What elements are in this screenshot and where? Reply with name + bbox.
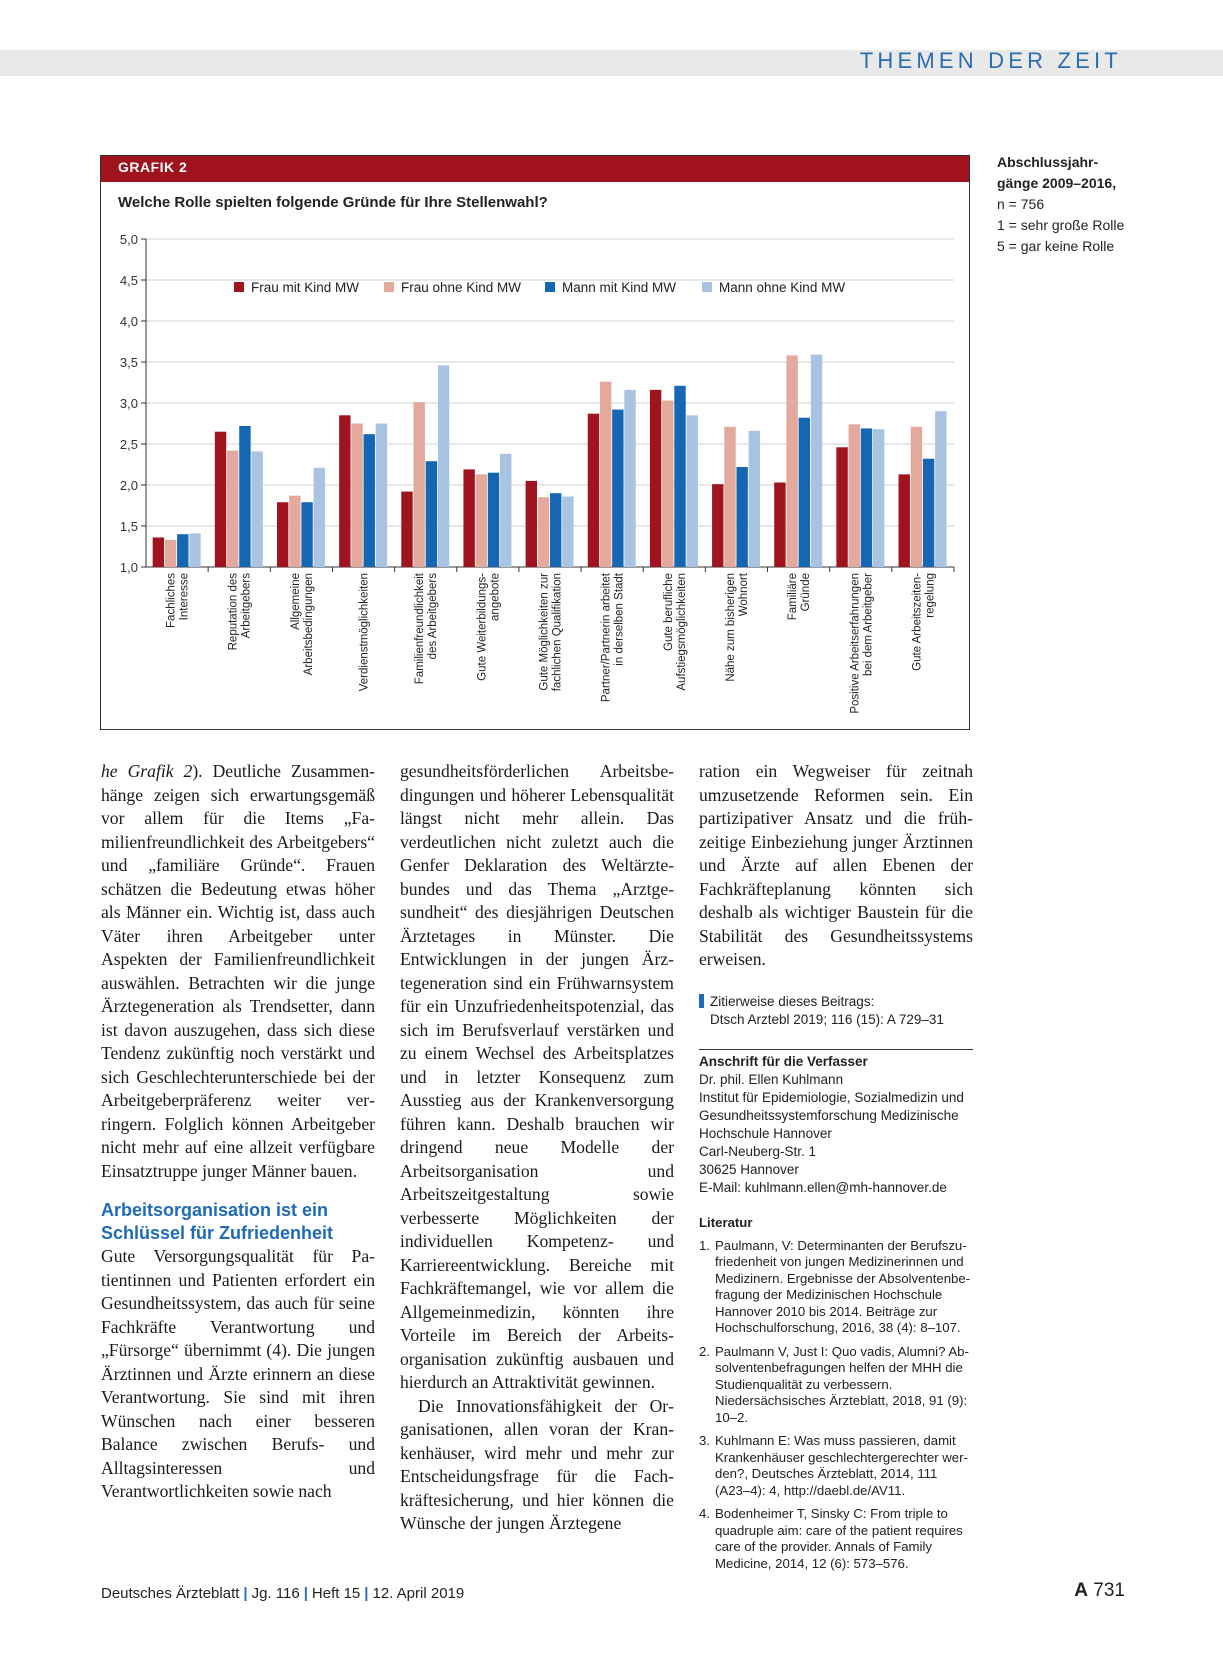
bar — [227, 451, 238, 567]
bar-chart — [100, 182, 966, 728]
section-title: THEMEN DER ZEIT — [859, 48, 1122, 73]
legend-label: Frau mit Kind MW — [251, 280, 360, 295]
legend-label: Frau ohne Kind MW — [401, 280, 522, 295]
bar — [526, 481, 537, 567]
x-category-label — [414, 572, 439, 684]
address-heading: Anschrift für die Verfasser — [699, 1054, 868, 1069]
x-category-label — [539, 573, 564, 691]
figure-label-bar — [101, 156, 969, 182]
x-category-label — [166, 573, 191, 628]
divider — [699, 1049, 973, 1050]
author-address — [699, 1053, 973, 1197]
y-tick-label: 3,0 — [119, 396, 138, 411]
author-institute: Institut für Epidemiologie, Sozialmedizin und Gesundheitssystemforschung Medizinische Hochschule Hannover — [699, 1090, 964, 1141]
legend-swatch — [545, 282, 555, 292]
journal-name: Deutsches Ärzteblatt — [101, 1585, 240, 1602]
subheading: Arbeitsorganisation ist ein Schlüssel für Zufriedenheit — [101, 1200, 334, 1243]
bar — [177, 534, 188, 567]
bar — [500, 454, 511, 567]
legend-swatch — [702, 282, 712, 292]
page-number: A 731 — [1074, 1580, 1125, 1601]
x-category-label-line: Gründe — [800, 573, 813, 612]
bar — [562, 496, 573, 567]
author-name: Dr. phil. Ellen Kuhlmann — [699, 1072, 844, 1087]
x-category-label-line: Nähe zum bisherigen — [724, 573, 737, 682]
citation-marker — [699, 994, 704, 1008]
paragraph: gesundheitsförderlichen Arbeitsbedingungen und höherer Lebensqualität längst nicht mehr allein. Das verdeutlichen nicht zuletzt auch die Genfer Deklaration des Weltärztebundes und das Thema „Arztgesundheit“ des diesjährigen Deutschen Ärztetages in Münster. Die Entwicklungen in der jungen Ärztegeneration sind ein Frühwarnsystem für ein Unzufriedenheitspotenzial, das sich im Berufsverlauf verstärken und zu einem Wechsel des Arbeitsplatzes und in letzter Konsequenz zum Ausstieg aus der Krankenversorgung führen kann. Deshalb brauchen wir dringend neue Modelle der Arbeitsorganisation und Arbeitszeitgestaltung sowie verbesserte Möglichkeiten der individuellen Kompetenz- und Karriereentwicklung. Bereiche mit Fachkräftemangel, wie vor allem die Allgemeinmedizin, könnten ihre Vorteile im Bereich der Arbeitsorganisation zukünftig ausbauen und hierdurch an Attraktivität gewinnen. — [400, 761, 674, 1392]
bar — [413, 402, 424, 567]
x-category-label-line: Gute Arbeitszeiten- — [911, 573, 924, 671]
bar — [289, 496, 300, 567]
scale-note-1: 1 = sehr große Rolle — [997, 217, 1125, 233]
bar — [550, 493, 561, 567]
x-category-label-line: Familiäre — [787, 573, 800, 621]
x-category-label-line: Allgemeine — [289, 573, 302, 630]
bar — [749, 431, 760, 567]
y-tick-label: 1,0 — [119, 560, 138, 575]
reference-item: 2. Paulmann V, Just I: Quo vadis, Alumni? Absolventenbefragungen helfen der MHH die Studienqualität zu verbessern. Niedersächsisches Ärzteblatt, 2018, 91 (9): 10–2. — [699, 1343, 969, 1425]
x-category-label-line: Reputation des — [227, 573, 240, 651]
x-category-label — [476, 573, 501, 681]
bar — [239, 426, 250, 567]
citation-box — [699, 993, 973, 1029]
x-category-label-line: Wohnort — [737, 573, 750, 617]
x-category-label-line: bei dem Arbeitgeber — [862, 573, 875, 676]
text-column-1 — [101, 760, 375, 1504]
x-category-label — [359, 573, 371, 691]
paragraph — [101, 760, 375, 1183]
author-city: 30625 Hannover — [699, 1162, 799, 1177]
text-column-3 — [699, 760, 973, 972]
journal-volume: Jg. 116 — [251, 1585, 300, 1602]
bar — [476, 474, 487, 567]
bar — [215, 432, 226, 567]
bar — [662, 401, 673, 567]
x-category-label — [290, 573, 315, 675]
x-category-label — [228, 573, 253, 651]
scale-note-5: 5 = gar keine Rolle — [997, 238, 1115, 254]
figure-ref: he Grafik 2 — [101, 761, 193, 781]
bar — [861, 428, 872, 567]
x-category-label-line: Positive Arbeitserfahrungen — [849, 573, 862, 714]
bar — [438, 365, 449, 567]
bar — [401, 492, 412, 567]
bar — [774, 483, 785, 567]
x-category-label-line: Interesse — [178, 573, 191, 621]
bar — [189, 533, 200, 567]
figure-question: Welche Rolle spielten folgende Gründe für Ihre Stellenwahl? — [118, 194, 548, 211]
y-tick-label: 2,5 — [119, 437, 138, 452]
x-category-label-line: Familienfreundlichkeit — [414, 573, 427, 685]
y-tick-label: 2,0 — [119, 478, 138, 493]
x-category-label-line: Arbeitsbedingungen — [302, 573, 315, 676]
bar — [674, 386, 685, 567]
x-category-label-line: Fachliches — [165, 573, 178, 628]
bar — [712, 484, 723, 567]
bar — [165, 540, 176, 567]
figure-label: GRAFIK 2 — [118, 159, 188, 175]
bar — [339, 415, 350, 567]
bar — [612, 410, 623, 567]
bar — [836, 447, 847, 567]
bar — [650, 390, 661, 567]
x-category-label-line: Gute berufliche — [662, 573, 675, 651]
bar — [736, 467, 747, 567]
legend-swatch — [384, 282, 394, 292]
x-category-label — [725, 572, 750, 681]
reference-item: 4. Bodenheimer T, Sinsky C: From triple to quadruple aim: care of the patient requires care of the provider. Annals of Family Medicine, 2014, 12 (6): 573–576. — [699, 1506, 963, 1571]
x-category-label-line: fachlichen Qualifikation — [551, 573, 564, 692]
x-category-label-line: Gute Weiterbildungs- — [476, 573, 489, 681]
sample-size: n = 756 — [997, 196, 1045, 212]
bar — [687, 415, 698, 567]
citation-label: Zitierweise dieses Beitrags: — [710, 994, 875, 1009]
bar — [277, 502, 288, 567]
paragraph-text: ). Deutliche Zusammenhänge zeigen sich erwartungsgemäß vor allem für die Items „Familienfreundlichkeit des Arbeitgebers“ und „familiäre Gründe“. Frauen schätzen die Bedeutung etwas höher als Männer ein. Wichtig ist, dass auch Väter ihren Arbeitgeber unter Aspekten der Familienfreundlichkeit auswählen. Betrachten wir die junge Ärztegeneration als Trendsetter, dann ist davon auszugehen, dass sich diese Tendenz zukünftig noch verstärkt und sich Geschlechterunterschiede bei der Arbeitgeberpräferenz weiter verringern. Folglich können Arbeitgeber nicht mehr auf eine allzeit verfügbare Einsatztruppe junger Männer bauen. — [101, 761, 375, 1181]
x-category-label-line: in derselben Stadt — [613, 573, 626, 666]
bar — [935, 411, 946, 567]
x-category-label-line: Partner/Partnerin arbeitet — [600, 573, 613, 703]
bar — [251, 451, 262, 567]
paragraph: Gute Versorgungsqualität für Patientinnen und Patienten erfordert ein Gesundheitssystem, das auch für seine Fachkräfte Verantwortung und „Fürsorge“ übernimmt (4). Die jungen Ärztinnen und Ärzte erinnern an diese Verantwortung. Sie sind mit ihren Wünschen nach einer besseren Balance zwischen Berufs- und Alltagsinteressen und Verantwortlichkeiten sowie nach — [101, 1246, 375, 1501]
bar — [849, 424, 860, 567]
figure-sidebar-note — [997, 152, 1147, 257]
sample-years-line1: Abschlussjahr- — [997, 154, 1099, 170]
bar — [463, 469, 474, 567]
bar — [786, 355, 797, 567]
legend-swatch — [234, 282, 244, 292]
bar — [364, 434, 375, 567]
legend-label: Mann mit Kind MW — [562, 280, 677, 295]
legend-label: Mann ohne Kind MW — [719, 280, 846, 295]
author-email: E-Mail: kuhlmann.ellen@mh-hannover.de — [699, 1180, 947, 1195]
text-column-2 — [400, 760, 674, 1536]
bar — [314, 468, 325, 567]
bar — [600, 382, 611, 567]
literature-heading: Literatur — [699, 1215, 753, 1230]
bar — [538, 497, 549, 567]
y-tick-label: 4,0 — [119, 314, 138, 329]
x-category-label-line: regelung — [924, 573, 937, 618]
y-tick-label: 1,5 — [119, 519, 138, 534]
bar — [873, 429, 884, 567]
y-tick-label: 4,5 — [119, 273, 138, 288]
bar — [811, 355, 822, 567]
bar — [923, 459, 934, 567]
x-category-label-line: Arbeitgebers — [240, 573, 253, 639]
citation-ref: Dtsch Arztebl 2019; 116 (15): A 729–31 — [710, 1012, 944, 1027]
x-category-label-line: Aufstiegsmöglichkeiten — [675, 573, 688, 691]
x-category-label-line: angebote — [489, 573, 502, 621]
x-category-label-line: Gute Möglichkeiten zur — [538, 573, 551, 691]
bar — [153, 537, 164, 567]
y-tick-label: 3,5 — [119, 355, 138, 370]
x-category-label — [911, 573, 936, 671]
reference-item: 3. Kuhlmann E: Was muss passieren, damit Krankenhäuser geschlechtergerechter werden?, Deutsches Ärzteblatt, 2014, 111 (A23–4): 4, http://daebl.de/AV11. — [699, 1433, 968, 1498]
journal-issue: Heft 15 — [311, 1585, 361, 1602]
x-category-label-line: Verdienstmöglichkeiten — [358, 573, 371, 692]
bar — [899, 474, 910, 567]
sample-years-line2: gänge 2009–2016, — [997, 175, 1117, 191]
footer: Deutsches Ärzteblatt | Jg. 116 | Heft 15 | 12. April 2019 — [101, 1585, 465, 1602]
bar — [911, 427, 922, 567]
x-category-label — [787, 573, 812, 620]
bar — [799, 418, 810, 567]
bar — [488, 473, 499, 567]
x-category-label — [849, 573, 874, 714]
reference-item: 1. Paulmann, V: Determinanten der Berufszufriedenheit von jungen Medizinerinnen und Medizinern. Ergebnisse der Absolventenbefragung der Medizinischen Hochschule Hannover 2010 bis 2014. Beiträge zur Hochschulforschung, 2016, 38 (4): 8–107. — [699, 1237, 971, 1335]
paragraph: ration ein Wegweiser für zeitnah umzusetzende Reformen sein. Ein partizipativer Ansatz und die frühzeitige Einbeziehung junger Ärztinnen und Ärzte auf allen Ebenen der Fachkräfteplanung könnten sich deshalb als wichtiger Baustein für die Stabilität des Gesundheitssystems erweisen. — [699, 761, 973, 969]
x-category-label-line: des Arbeitgebers — [427, 573, 440, 660]
journal-date: 12. April 2019 — [372, 1585, 465, 1602]
x-category-label — [601, 572, 626, 702]
x-category-label — [663, 573, 688, 691]
y-tick-label: 5,0 — [119, 232, 138, 247]
bar — [301, 502, 312, 567]
literature — [699, 1215, 973, 1579]
paragraph: Die Innovationsfähigkeit der Organisationen, allen voran der Krankenhäuser, wird mehr und mehr zur Entscheidungsfrage für die Fachkräftesicherung, und hier können die Wünsche der jungen Ärztegene — [400, 1395, 674, 1533]
bar — [724, 427, 735, 567]
bar — [426, 461, 437, 567]
bar — [624, 390, 635, 567]
bar — [351, 424, 362, 568]
author-street: Carl-Neuberg-Str. 1 — [699, 1144, 817, 1159]
bar — [376, 424, 387, 568]
bar — [588, 414, 599, 567]
